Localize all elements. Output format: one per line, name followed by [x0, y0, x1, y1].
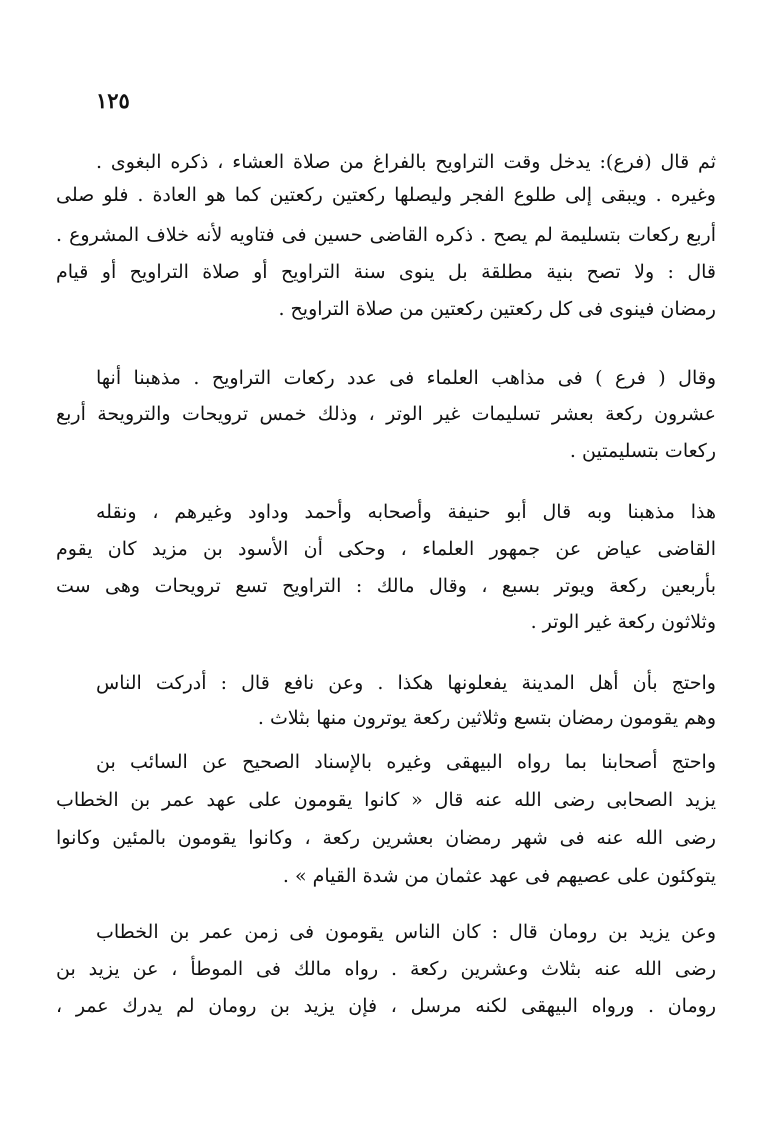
text-line: وغيره . ويبقى إلى طلوع الفجر وليصلها ركعتين ركعتين كما هو العادة . فلو صلى [56, 184, 716, 206]
page-number: ١٢٥ [96, 88, 130, 113]
text-line: واحتج بأن أهل المدينة يفعلونها هكذا . وعن نافع قال : أدركت الناس [96, 672, 716, 694]
text-line: رمضان فينوى فى كل ركعتين ركعتين من صلاة التراويح . [278, 298, 716, 320]
text-line: بأربعين ركعة ويوتر بسبع ، وقال مالك : التراويح تسع ترويحات وهى ست [56, 575, 716, 597]
text-line: وهم يقومون رمضان بتسع وثلاثين ركعة يوترون منها بثلاث . [257, 707, 716, 729]
text-line: يزيد الصحابى رضى الله عنه قال « كانوا يقومون على عهد عمر بن الخطاب [56, 789, 716, 811]
text-line: ثم قال (فرع): يدخل وقت التراويح بالفراغ من صلاة العشاء ، ذكره البغوى . [96, 151, 716, 173]
text-line: رومان . ورواه البيهقى لكنه مرسل ، فإن يزيد بن رومان لم يدرك عمر ، [56, 995, 716, 1017]
text-line: عشرون ركعة بعشر تسليمات غير الوتر ، وذلك خمس ترويحات والترويحة أربع [56, 403, 716, 425]
text-line: ركعات بتسليمتين . [569, 440, 716, 462]
text-line: وثلاثون ركعة غير الوتر . [530, 611, 716, 633]
text-line: وعن يزيد بن رومان قال : كان الناس يقومون فى زمن عمر بن الخطاب [96, 921, 716, 943]
text-line: قال : ولا تصح بنية مطلقة بل ينوى سنة التراويح أو صلاة التراويح أو قيام [56, 261, 716, 283]
text-line: وقال ( فرع ) فى مذاهب العلماء فى عدد ركعات التراويح . مذهبنا أنها [96, 367, 716, 389]
text-line: هذا مذهبنا وبه قال أبو حنيفة وأصحابه وأحمد وداود وغيرهم ، ونقله [96, 501, 716, 523]
text-line: أربع ركعات بتسليمة لم يصح . ذكره القاضى حسين فى فتاويه لأنه خلاف المشروع . [56, 224, 716, 246]
text-line: القاضى عياض عن جمهور العلماء ، وحكى أن الأسود بن مزيد كان يقوم [56, 538, 716, 560]
text-line: رضى الله عنه بثلاث وعشرين ركعة . رواه مالك فى الموطأ ، عن يزيد بن [56, 958, 716, 980]
text-line: واحتج أصحابنا بما رواه البيهقى وغيره بالإسناد الصحيح عن السائب بن [96, 751, 716, 773]
text-line: يتوكئون على عصيهم فى عهد عثمان من شدة القيام » . [282, 865, 716, 887]
text-line: رضى الله عنه فى شهر رمضان بعشرين ركعة ، وكانوا يقومون بالمئين وكانوا [56, 827, 716, 849]
